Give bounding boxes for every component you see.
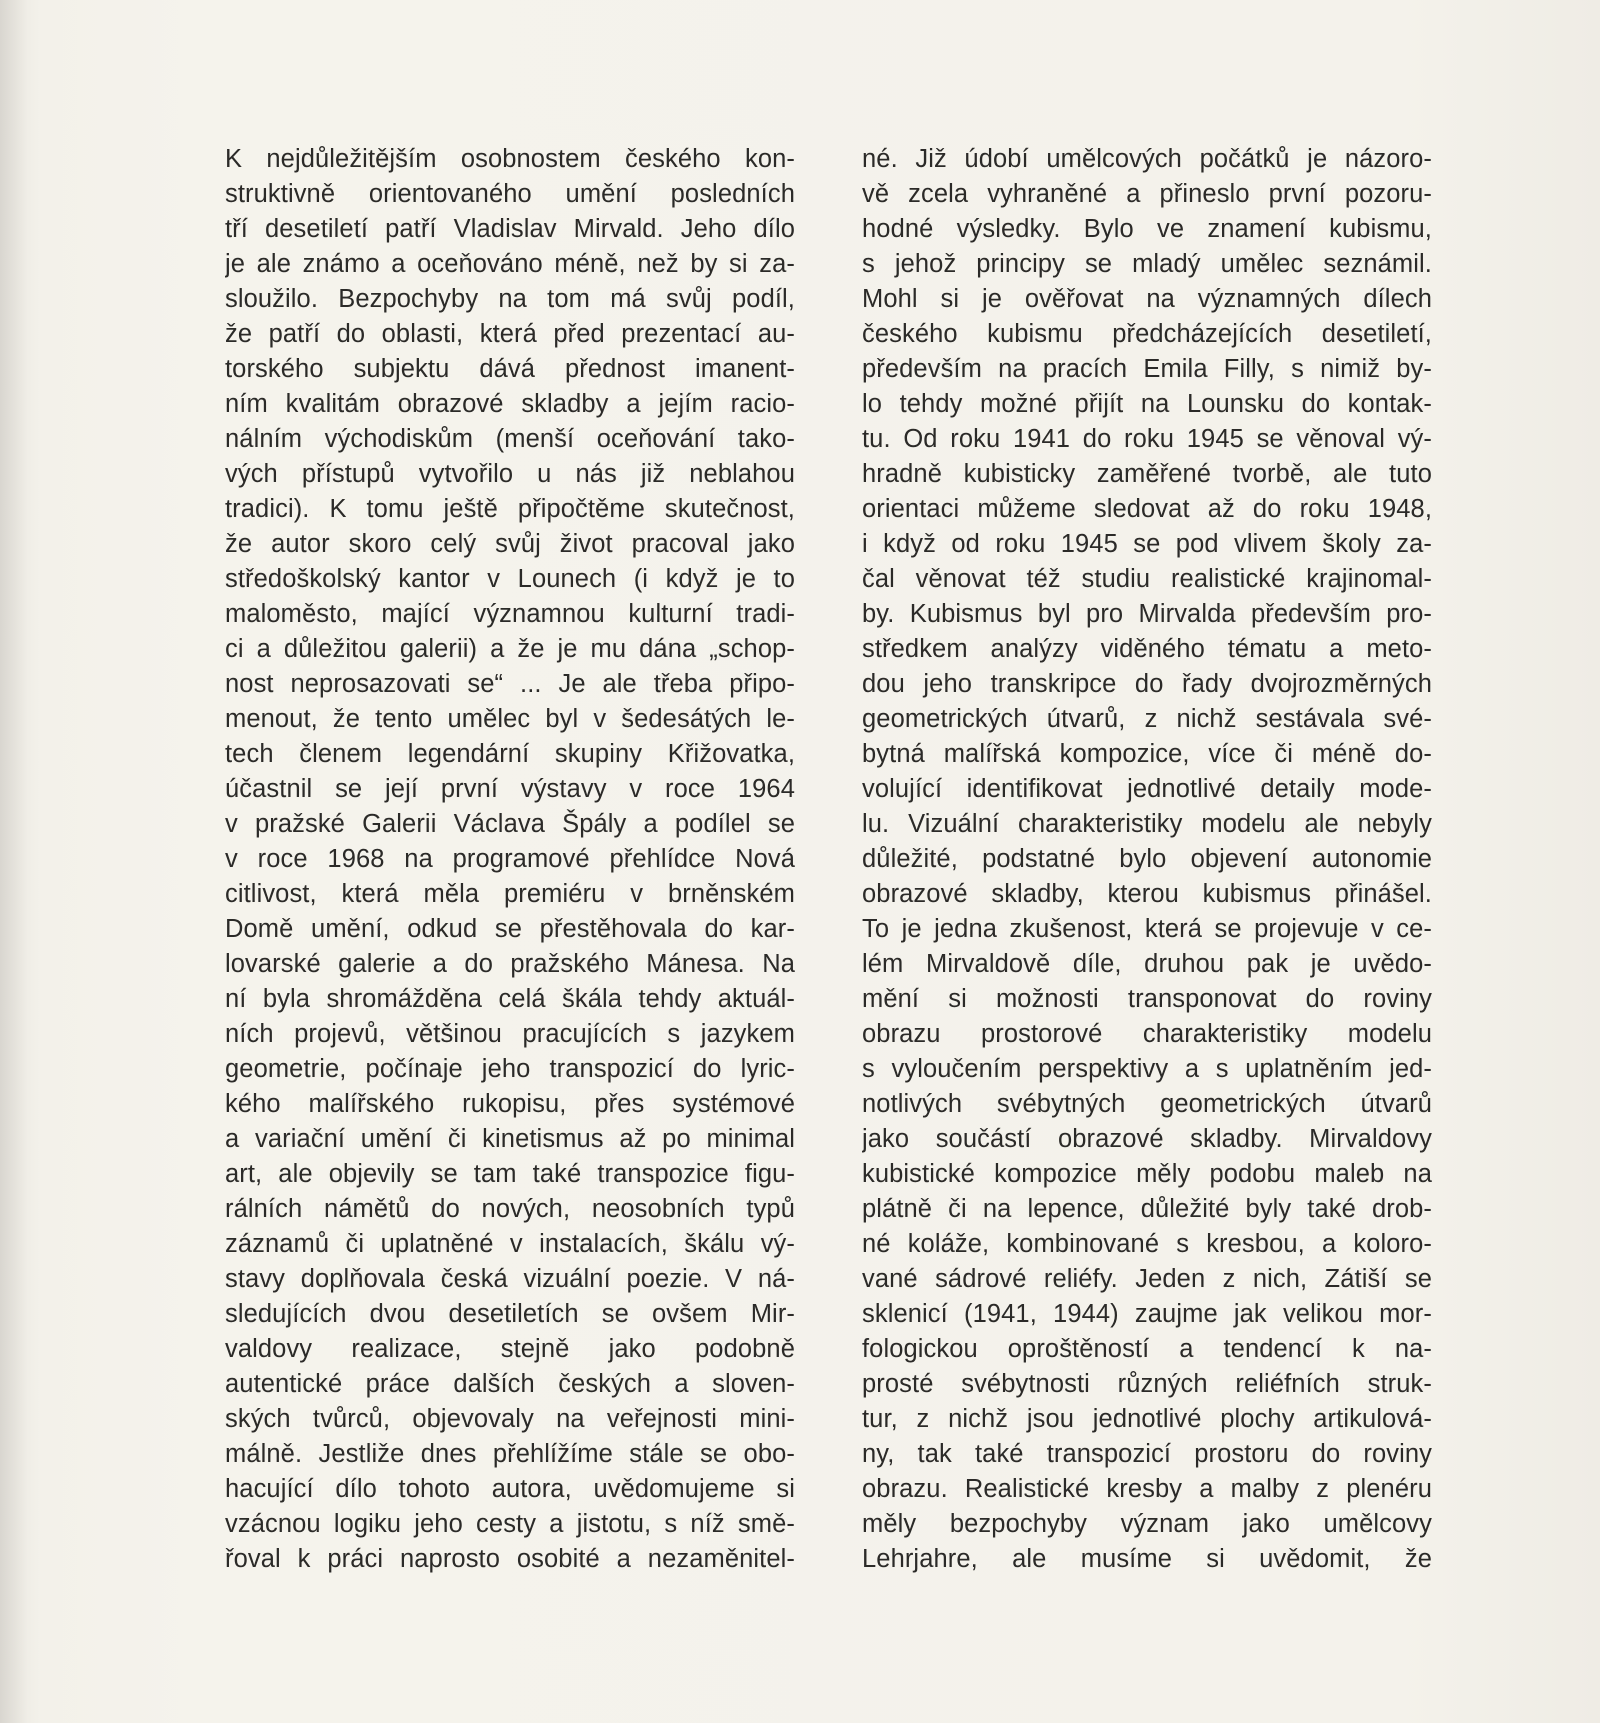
text-line: obrazu. Realistické kresby a malby z plenéru [862, 1475, 1432, 1503]
text-line: měly bezpochyby význam jako umělcovy [862, 1510, 1432, 1538]
text-line: v pražské Galerii Václava Špály a podílel se [225, 810, 795, 838]
text-line: art, ale objevily se tam také transpozice figu- [225, 1160, 795, 1188]
text-line: tradici). K tomu ještě připočtěme skutečnost, [225, 495, 795, 523]
text-line: je ale známo a oceňováno méně, než by si za- [225, 250, 795, 278]
text-line: by. Kubismus byl pro Mirvalda především pro- [862, 600, 1432, 628]
text-line: a variační umění či kinetismus až po minimal [225, 1125, 795, 1153]
text-line: lém Mirvaldově díle, druhou pak je uvědo- [862, 950, 1432, 978]
text-line: nost neprosazovati se“ ... Je ale třeba připo- [225, 670, 795, 698]
text-line: ních projevů, většinou pracujících s jazykem [225, 1020, 795, 1048]
text-line: v roce 1968 na programové přehlídce Nová [225, 845, 795, 873]
text-line: tří desetiletí patří Vladislav Mirvald. Jeho dílo [225, 215, 795, 243]
text-line: že autor skoro celý svůj život pracoval jako [225, 530, 795, 558]
text-line: dou jeho transkripce do řady dvojrozměrných [862, 670, 1432, 698]
text-line: českého kubismu předcházejících desetiletí, [862, 320, 1432, 348]
text-line: kubistické kompozice měly podobu maleb na [862, 1160, 1432, 1188]
text-line: lo tehdy možné přijít na Lounsku do kontak- [862, 390, 1432, 418]
text-line: hodné výsledky. Bylo ve znamení kubismu, [862, 215, 1432, 243]
text-line: tur, z nichž jsou jednotlivé plochy artikulová- [862, 1405, 1432, 1433]
text-column-right [862, 142, 1432, 1577]
text-line: ním kvalitám obrazové skladby a jejím racio- [225, 390, 795, 418]
text-line: bytná malířská kompozice, více či méně do- [862, 740, 1432, 768]
text-line: vané sádrové reliéfy. Jeden z nich, Zátiší se [862, 1265, 1432, 1293]
text-line: málně. Jestliže dnes přehlížíme stále se obo- [225, 1440, 795, 1468]
text-line: i když od roku 1945 se pod vlivem školy za- [862, 530, 1432, 558]
text-line: středoškolský kantor v Lounech (i když je to [225, 565, 795, 593]
text-line: sklenicí (1941, 1944) zaujme jak velikou mor- [862, 1300, 1432, 1328]
text-line: plátně či na lepence, důležité byly také drob- [862, 1195, 1432, 1223]
text-line: maloměsto, mající významnou kulturní tradi- [225, 600, 795, 628]
text-line: řoval k práci naprosto osobité a nezaměnitel- [225, 1545, 795, 1573]
text-line: s jehož principy se mladý umělec seznámil. [862, 250, 1432, 278]
text-line: Mohl si je ověřovat na významných dílech [862, 285, 1432, 313]
text-line: autentické práce dalších českých a sloven- [225, 1370, 795, 1398]
text-line: lovarské galerie a do pražského Mánesa. Na [225, 950, 795, 978]
text-line: středkem analýzy viděného tématu a meto- [862, 635, 1432, 663]
text-line: rálních námětů do nových, neosobních typů [225, 1195, 795, 1223]
text-line: torského subjektu dává přednost imanent- [225, 355, 795, 383]
text-line: hradně kubisticky zaměřené tvorbě, ale tuto [862, 460, 1432, 488]
text-line: čal věnovat též studiu realistické krajinomal- [862, 565, 1432, 593]
text-line: s vyloučením perspektivy a s uplatněním jed- [862, 1055, 1432, 1083]
text-line: prosté svébytnosti různých reliéfních struk- [862, 1370, 1432, 1398]
text-line: nálním východiskům (menší oceňování tako- [225, 425, 795, 453]
text-line: vých přístupů vytvořilo u nás již neblahou [225, 460, 795, 488]
text-line: To je jedna zkušenost, která se projevuje v ce- [862, 915, 1432, 943]
text-line: důležité, podstatné bylo objevení autonomie [862, 845, 1432, 873]
text-line: ci a důležitou galerii) a že je mu dána „schop- [225, 635, 795, 663]
text-line: obrazové skladby, kterou kubismus přinášel. [862, 880, 1432, 908]
page-gutter-shadow [0, 0, 28, 1723]
text-line: tu. Od roku 1941 do roku 1945 se věnoval vý- [862, 425, 1432, 453]
text-line: hacující dílo tohoto autora, uvědomujeme si [225, 1475, 795, 1503]
text-line: jako součástí obrazové skladby. Mirvaldovy [862, 1125, 1432, 1153]
text-line: kého malířského rukopisu, přes systémové [225, 1090, 795, 1118]
text-line: geometrie, počínaje jeho transpozicí do lyric- [225, 1055, 795, 1083]
text-line: vě zcela vyhraněné a přineslo první pozoru- [862, 180, 1432, 208]
text-column-left [225, 142, 795, 1577]
text-line: volující identifikovat jednotlivé detaily mode- [862, 775, 1432, 803]
text-line: struktivně orientovaného umění posledních [225, 180, 795, 208]
text-line: mění si možnosti transponovat do roviny [862, 985, 1432, 1013]
text-line: vzácnou logiku jeho cesty a jistotu, s níž smě- [225, 1510, 795, 1538]
text-line: obrazu prostorové charakteristiky modelu [862, 1020, 1432, 1048]
text-line: sledujících dvou desetiletích se ovšem Mir- [225, 1300, 795, 1328]
text-line: fologickou oproštěností a tendencí k na- [862, 1335, 1432, 1363]
text-line: né koláže, kombinované s kresbou, a koloro- [862, 1230, 1432, 1258]
text-line: především na pracích Emila Filly, s nimiž by- [862, 355, 1432, 383]
text-line: účastnil se její první výstavy v roce 1964 [225, 775, 795, 803]
text-line: lu. Vizuální charakteristiky modelu ale nebyly [862, 810, 1432, 838]
text-line: Lehrjahre, ale musíme si uvědomit, že [862, 1545, 1432, 1573]
text-line: K nejdůležitějším osobnostem českého kon- [225, 145, 795, 173]
text-line: menout, že tento umělec byl v šedesátých le- [225, 705, 795, 733]
text-line: ských tvůrců, objevovaly na veřejnosti mini- [225, 1405, 795, 1433]
text-line: tech členem legendární skupiny Křižovatka, [225, 740, 795, 768]
text-line: orientaci můžeme sledovat až do roku 1948, [862, 495, 1432, 523]
text-line: notlivých svébytných geometrických útvarů [862, 1090, 1432, 1118]
text-line: geometrických útvarů, z nichž sestávala své- [862, 705, 1432, 733]
text-line: né. Již údobí umělcových počátků je názoro- [862, 145, 1432, 173]
text-line: citlivost, která měla premiéru v brněnském [225, 880, 795, 908]
text-line: záznamů či uplatněné v instalacích, škálu vý- [225, 1230, 795, 1258]
text-line: sloužilo. Bezpochyby na tom má svůj podíl, [225, 285, 795, 313]
text-line: že patří do oblasti, která před prezentací au- [225, 320, 795, 348]
text-line: ní byla shromážděna celá škála tehdy aktuál- [225, 985, 795, 1013]
text-line: Domě umění, odkud se přestěhovala do kar- [225, 915, 795, 943]
text-line: ny, tak také transpozicí prostoru do roviny [862, 1440, 1432, 1468]
text-line: stavy doplňovala česká vizuální poezie. V ná- [225, 1265, 795, 1293]
text-line: valdovy realizace, stejně jako podobně [225, 1335, 795, 1363]
